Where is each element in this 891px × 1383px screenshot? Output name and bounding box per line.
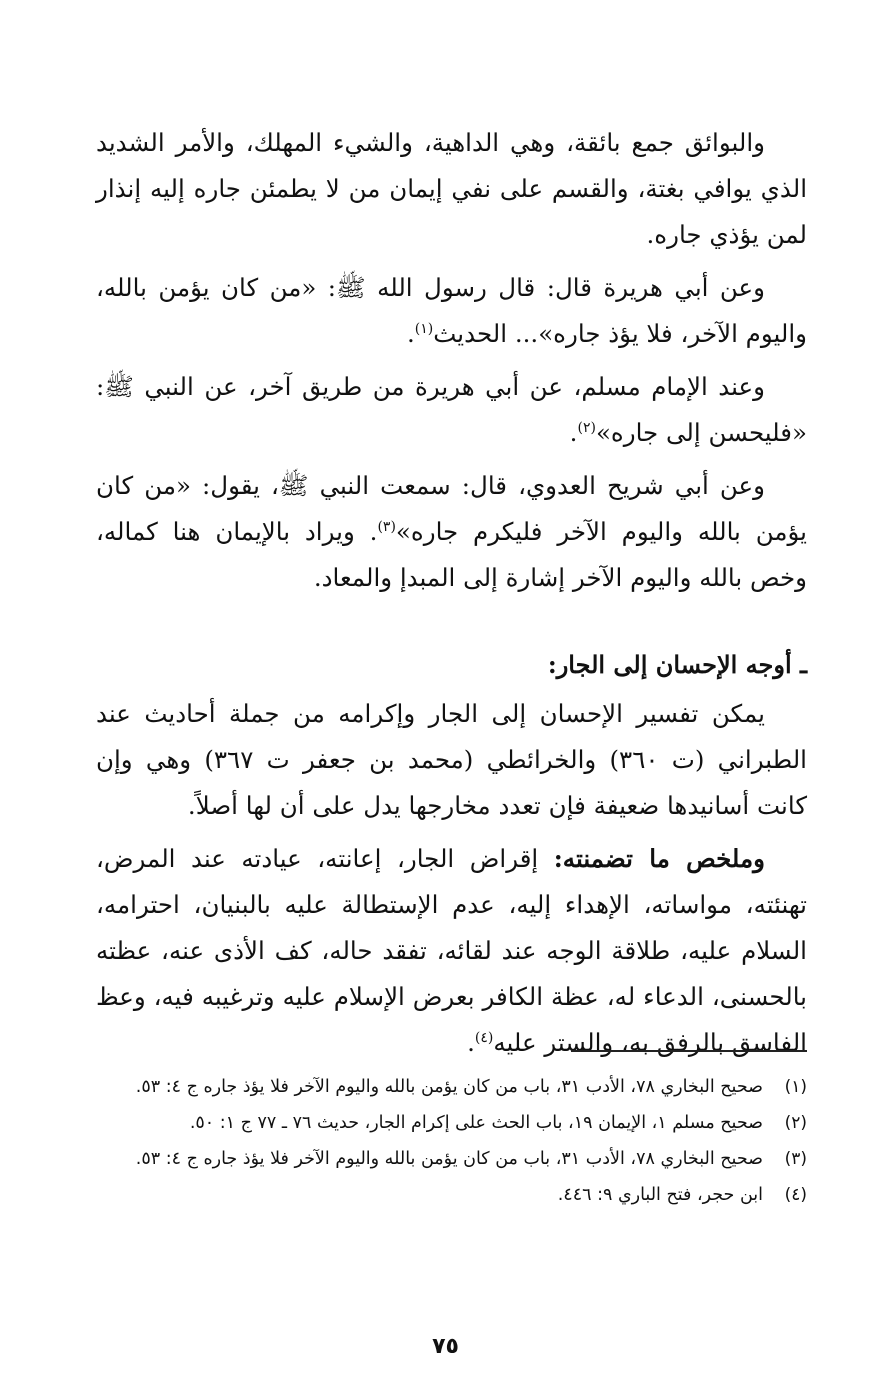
footnote-text: صحيح البخاري ٧٨، الأدب ٣١، باب من كان يؤمن بالله واليوم الآخر فلا يؤذ جاره ج ٤: ٥٣. [135, 1077, 763, 1097]
page-body [96, 120, 807, 1073]
footnote-number: (١) [784, 1077, 807, 1097]
footnote-number: (٤) [784, 1185, 807, 1205]
paragraph-tail: . [569, 418, 578, 447]
paragraph-abu-hurayra [96, 265, 807, 357]
paragraph-summary [96, 836, 807, 1066]
paragraph-muslim [96, 364, 807, 456]
paragraph-text: يمكن تفسير الإحسان إلى الجار وإكرامه من جملة أحاديث عند الطبراني (ت ٣٦٠) والخرائطي (محمد بن جعفر ت ٣٦٧) وهي وإن كانت أسانيدها ضعيفة فإن تعدد مخارجها يدل على أن لها أصلاً. [96, 699, 807, 820]
paragraph-text: إقراض الجار، إعانته، عيادته عند المرض، تهنئته، مواساته، الإهداء إليه، عدم الإستطالة عليه بالبنيان، احترامه، السلام عليه، طلاقة الوجه عند لقائه، تفقد حاله، كف الأذى عنه، عظته بالحسنى، الدعاء له، عظة الكافر بعرض الإسلام عليه وترغيبه فيه، وعظ الفاسق بالرفق به، والستر عليه [96, 844, 807, 1057]
paragraph-tafsir [96, 691, 807, 829]
footnote-item [104, 1072, 807, 1103]
footnote-number: (٢) [784, 1113, 807, 1133]
paragraph-text: وعند الإمام مسلم، عن أبي هريرة من طريق آخر، عن النبي ﷺ: «فليحسن إلى جاره» [96, 372, 807, 447]
paragraph-tail: . [406, 319, 415, 348]
footnote-ref[interactable]: (٤) [474, 1029, 494, 1046]
page-number: ٧٥ [432, 1334, 459, 1359]
section-heading: ـ أوجه الإحسان إلى الجار: [547, 650, 807, 679]
footnote-ref[interactable]: (٢) [577, 419, 596, 436]
paragraph-text: وعن أبي شريح العدوي، قال: سمعت النبي ﷺ، يقول: «من كان يؤمن بالله واليوم الآخر فليكرم جاره» [96, 471, 807, 546]
paragraph-bawaiq [96, 120, 807, 258]
footnote-divider [571, 1050, 807, 1052]
footnotes [104, 1050, 807, 1216]
footnote-item [104, 1144, 807, 1175]
footnote-text: ابن حجر، فتح الباري ٩: ٤٤٦. [557, 1185, 763, 1205]
paragraph-text: وعن أبي هريرة قال: قال رسول الله ﷺ: «من كان يؤمن بالله، واليوم الآخر، فلا يؤذ جاره»... الحديث [96, 273, 807, 348]
paragraph-abu-shurayh [96, 463, 807, 601]
paragraph-tail: . ويراد بالإيمان هنا كماله، وخص بالله واليوم الآخر إشارة إلى المبدإ والمعاد. [96, 517, 807, 592]
footnote-text: صحيح البخاري ٧٨، الأدب ٣١، باب من كان يؤمن بالله واليوم الآخر فلا يؤذ جاره ج ٤: ٥٣. [135, 1149, 763, 1169]
footnote-item [104, 1180, 807, 1211]
footnote-text: صحيح مسلم ١، الإيمان ١٩، باب الحث على إكرام الجار، حديث ٧٦ ـ ٧٧ ج ١: ٥٠. [189, 1113, 763, 1133]
footnote-list [104, 1066, 807, 1211]
paragraph-tail: . [467, 1028, 475, 1057]
footnote-item [104, 1108, 807, 1139]
paragraph-text: والبوائق جمع بائقة، وهي الداهية، والشيء المهلك، والأمر الشديد الذي يوافي بغتة، والقسم على نفي إيمان من لا يطمئن جاره إليه إنذار لمن يؤذي جاره. [96, 128, 807, 249]
footnote-ref[interactable]: (٣) [377, 518, 396, 535]
summary-lead: وملخص ما تضمنته: [553, 844, 765, 873]
footnote-number: (٣) [784, 1149, 807, 1169]
footnote-ref[interactable]: (١) [414, 320, 434, 337]
